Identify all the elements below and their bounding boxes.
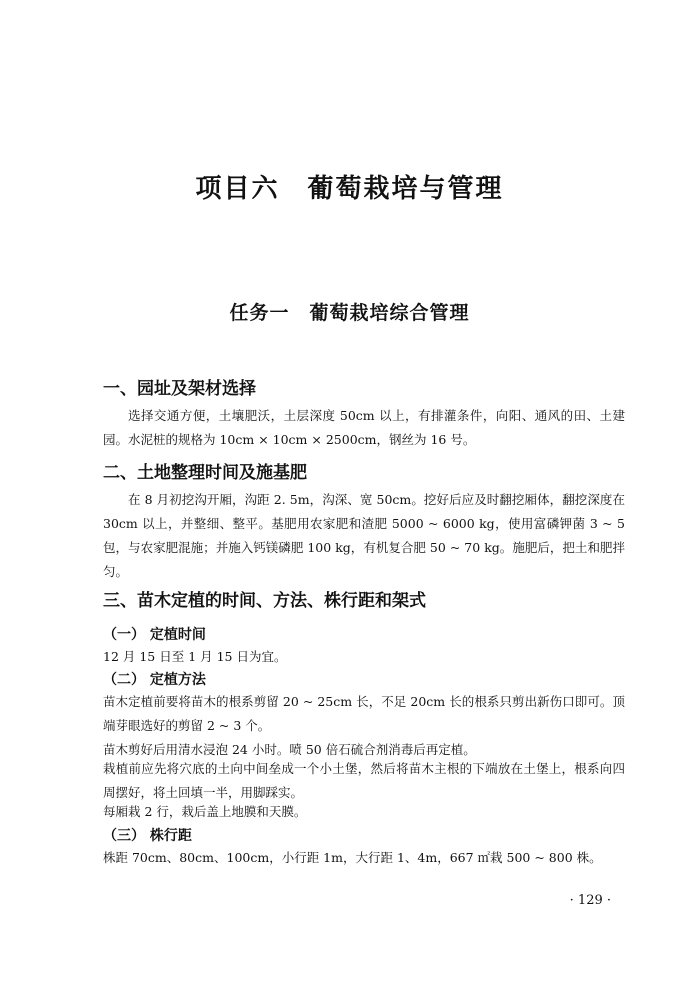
page-number: · 129 · <box>569 893 611 908</box>
paragraph-text: 株距 70cm、80cm、100cm，小行距 1m，大行距 1、4m，667 ㎡栽 500 ~ 800 株。 <box>103 850 602 865</box>
section-heading: 二、土地整理时间及施基肥 <box>103 463 307 483</box>
paragraph <box>103 690 625 738</box>
paragraph <box>103 645 625 669</box>
paragraph-text: 每厢栽 2 行，栽后盖上地膜和天膜。 <box>103 804 307 819</box>
paragraph-text: 栽植前应先将穴底的土向中间垒成一个小土堡，然后将苗木主根的下端放在土堡上，根系向四周摆好，将土回填一半，用脚踩实。 <box>103 761 625 800</box>
section-heading: 三、苗木定植的时间、方法、株行距和架式 <box>103 591 426 611</box>
subsection-heading: （二） 定植方法 <box>103 672 206 688</box>
paragraph <box>103 800 625 824</box>
paragraph <box>103 846 625 870</box>
subsection-heading: （一） 定植时间 <box>103 627 206 643</box>
paragraph-text: 选择交通方便，土壤肥沃，土层深度 50cm 以上，有排灌条件，向阳、通风的田、土建园。水泥桩的规格为 10cm × 10cm × 2500cm，钢丝为 16 号。 <box>103 408 625 447</box>
paragraph-text: 12 月 15 日至 1 月 15 日为宜。 <box>103 649 287 664</box>
chapter-title: 项目六 葡萄栽培与管理 <box>195 174 504 204</box>
paragraph <box>103 757 625 805</box>
paragraph-text: 在 8 月初挖沟开厢，沟距 2. 5m，沟深、宽 50cm。挖好后应及时翻挖厢体，翻挖深度在 30cm 以上，并整细、整平。基肥用农家肥和渣肥 5000 ~ 6000 kg，使用富磷钾菌 3 ~ 5 包，与农家肥混施；并施入钙镁磷肥 100 kg，有机复合肥 50 ~ 70 kg。施肥后，把土和肥拌匀。 <box>103 492 625 579</box>
paragraph <box>103 488 625 584</box>
subsection-heading: （三） 株行距 <box>103 828 192 844</box>
paragraph-text: 苗木定植前要将苗木的根系剪留 20 ~ 25cm 长，不足 20cm 长的根系只剪出新伤口即可。顶端芽眼选好的剪留 2 ~ 3 个。 <box>103 694 625 733</box>
section-heading: 一、园址及架材选择 <box>103 379 256 399</box>
paragraph-text: 苗木剪好后用清水浸泡 24 小时。喷 50 倍石硫合剂消毒后再定植。 <box>103 742 476 757</box>
paragraph <box>103 404 625 452</box>
task-title: 任务一 葡萄栽培综合管理 <box>229 302 470 324</box>
